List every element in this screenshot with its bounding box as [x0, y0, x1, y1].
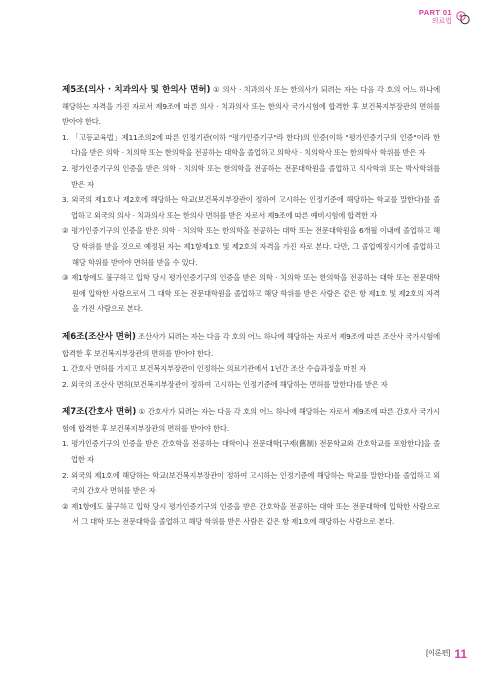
list-item: 2. 외국의 조산사 면허(보건복지부장관이 정하여 고시하는 인정기준에 해당하는 면허를 말한다)를 받은 자	[62, 379, 388, 389]
article-7-intro-paragraph	[62, 404, 440, 436]
part-header	[419, 9, 452, 25]
article-5-title: 제5조(의사 · 치과의사 및 한의사 면허)	[62, 85, 211, 95]
article-5-intro-paragraph	[62, 82, 440, 130]
list-item: 1. 평가인증기구의 인증을 받은 간호학을 전공하는 대학이나 전문대학[구제(舊制) 전문학교와 간호학교를 포함한다]을 졸업한 자	[62, 439, 440, 465]
list-item: 2. 외국의 제1호에 해당하는 학교(보건복지부장관이 정하여 고시하는 인정기준에 해당하는 학교를 말한다)를 졸업하고 외국의 간호사 면허를 받은 자	[62, 470, 440, 496]
list-item: 3. 외국의 제1호나 제2호에 해당하는 학교(보건복지부장관이 정하여 고시하는 인정기준에 해당하는 학교를 말한다)를 졸업하고 외국의 의사 · 치과의사 또는 한의사 면허를 받은 자로서 제9조에 따른 예비시험에 합격한 자	[62, 195, 440, 220]
part-label: PART 01	[418, 8, 452, 17]
article-7-intro: ① 간호사가 되려는 자는 다음 각 호의 어느 하나에 해당하는 자로서 제9조에 따른 간호사 국가시험에 합격한 후 보건복지부장관의 면허를 받아야 한다.	[62, 407, 441, 433]
article-7	[62, 404, 440, 530]
article-7-paragraph-2: ② 제1항에도 불구하고 입학 당시 평가인증기구의 인증을 받은 간호학을 전공하는 대학 또는 전문대학에 입학한 사람으로서 그 대학 또는 전문대학을 졸업하고 해당 학위를 받은 사람은 같은 항 제1호에 해당하는 사람으로 본다.	[62, 501, 440, 527]
page-number: 11	[454, 647, 467, 661]
article-6-intro-paragraph	[62, 329, 440, 361]
main-content	[62, 82, 440, 542]
list-item: 1. 「고등교육법」제11조의2에 따른 인정기관(이하 "평가인증기구"라 한다)의 인증(이하 "평가인증기구의 인증"이라 한다)을 받은 의학 · 치의학 또는 한의학을 전공하는 대학을 졸업하고 의학사 · 치의학사 또는 한의학사 학위를 받은 자	[62, 132, 440, 158]
page-footer	[426, 648, 467, 660]
article-5-paragraph-3: ③ 제1항에도 불구하고 입학 당시 평가인증기구의 인증을 받은 의학 · 치의학 또는 한의학을 전공하는 대학 또는 전문대학원에 입학한 사람으로서 그 대학 또는 전문대학원을 졸업하고 해당 학위를 받은 사람은 같은 항 제1호 및 제2호의 자격을 가진 사람으로 본다.	[62, 273, 440, 314]
article-5-paragraph-2: ② 평가인증기구의 인증을 받은 의학 · 치의학 또는 한의학을 전공하는 대학 또는 전문대학원을 6개월 이내에 졸업하고 해당 학위를 받을 것으로 예정된 자는 제1항제1호 및 제2호의 자격을 가진 자로 본다. 다만, 그 졸업예정시기에 졸업하고 해당 학위를 받아야 면허를 받을 수 있다.	[62, 226, 440, 267]
article-7-title: 제7조(간호사 면허)	[62, 407, 137, 418]
list-item: 1. 간호사 면허를 가지고 보건복지부장관이 인정하는 의료기관에서 1년간 조산 수습과정을 마친 자	[62, 364, 367, 374]
footer-label: [이론편]	[426, 650, 451, 657]
article-6	[62, 329, 440, 392]
medical-emblem-icon	[455, 10, 471, 26]
article-5	[62, 82, 440, 317]
subject-label: 의료법	[431, 17, 452, 25]
article-6-intro: 조산사가 되려는 자는 다음 각 호의 어느 하나에 해당하는 자로서 제9조에 따른 조산사 국가시험에 합격한 후 보건복지부장관의 면허를 받아야 한다.	[62, 331, 440, 358]
article-6-title: 제6조(조산사 면허)	[62, 331, 136, 342]
list-item: 2. 평가인증기구의 인증을 받은 의학 · 치의학 또는 한의학을 전공하는 전문대학원을 졸업하고 석사학위 또는 박사학위를 받은 자	[62, 163, 440, 189]
article-5-intro: ① 의사 · 치과의사 또는 한의사가 되려는 자는 다음 각 호의 어느 하나에 해당하는 자격을 가진 자로서 제9조에 따른 의사 · 치과의사 또는 한의사 국가시험에 합격한 후 보건복지부장관의 면허를 받아야 한다.	[62, 85, 440, 127]
